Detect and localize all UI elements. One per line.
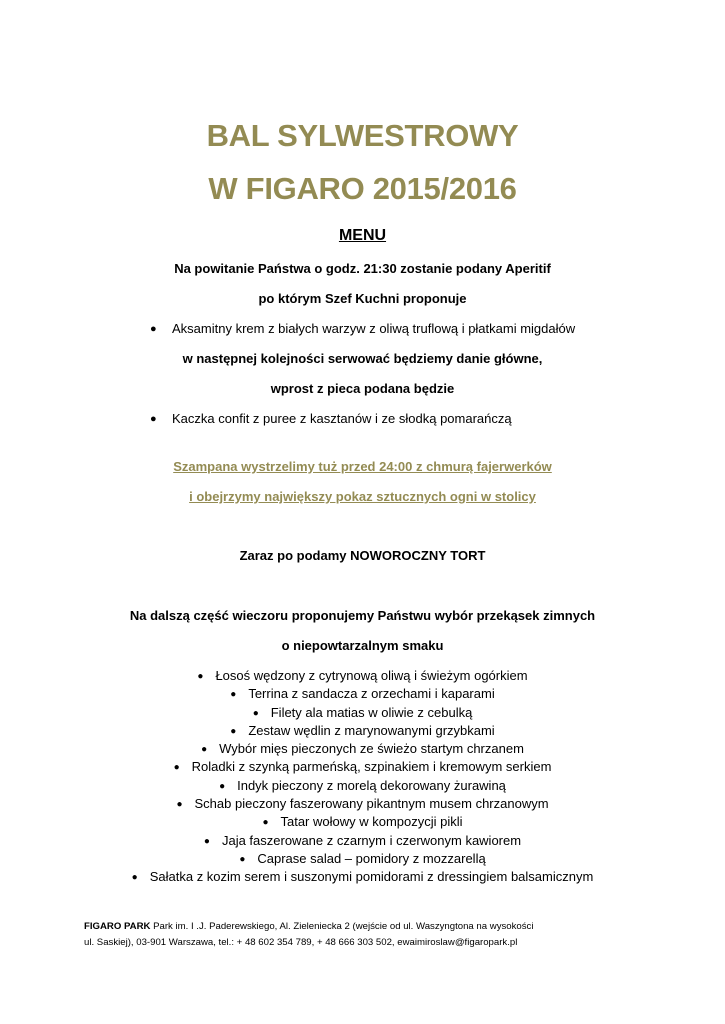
main-course-item bbox=[150, 411, 512, 426]
bullet-icon: ● bbox=[201, 744, 208, 756]
bullet-icon: ● bbox=[150, 323, 157, 335]
list-item bbox=[0, 868, 725, 886]
bullet-icon: ● bbox=[230, 725, 237, 737]
main-course-text: Kaczka confit z puree z kasztanów i ze słodką pomarańczą bbox=[172, 411, 512, 426]
starter-text: Aksamitny krem z białych warzyw z oliwą truflową i płatkami migdałów bbox=[172, 321, 576, 336]
footer-line-2: ul. Saskiej), 03-901 Warszawa, tel.: + 48 602 354 789, + 48 666 303 502, ewaimiroslaw@figaropark.pl bbox=[84, 937, 518, 948]
list-item-text: Indyk pieczony z morelą dekorowany żurawiną bbox=[237, 777, 506, 793]
bullet-icon: ● bbox=[219, 780, 226, 792]
champagne-text-1: Szampana wystrzelimy tuż przed 24:00 z chmurą fajerwerków bbox=[173, 459, 552, 474]
cold-intro-line-2: o niepowtarzalnym smaku bbox=[281, 638, 444, 653]
bullet-icon: ● bbox=[262, 817, 269, 829]
starter-item bbox=[150, 321, 575, 336]
menu-heading: MENU bbox=[338, 227, 387, 244]
list-item bbox=[0, 740, 725, 758]
intro-line-2: po którym Szef Kuchni proponuje bbox=[258, 291, 467, 306]
bullet-icon: ● bbox=[239, 853, 246, 865]
list-item bbox=[0, 685, 725, 703]
bullet-icon: ● bbox=[131, 872, 138, 884]
footer-line-1 bbox=[84, 919, 684, 935]
title-line-1: BAL SYLWESTROWY bbox=[206, 118, 519, 153]
list-item-text: Jaja faszerowane z czarnym i czerwonym kawiorem bbox=[221, 832, 522, 848]
list-item-text: Sałatka z kozim serem i suszonymi pomidorami z dressingiem balsamicznym bbox=[149, 869, 594, 885]
bullet-icon: ● bbox=[197, 671, 204, 682]
main-intro-line-2: wprost z pieca podana będzie bbox=[270, 381, 455, 396]
list-item-text: Wybór mięs pieczonych ze świeżo startym chrzanem bbox=[219, 741, 524, 757]
list-item-text: Caprase salad – pomidory z mozzarellą bbox=[257, 850, 486, 866]
footer-address-text: Park im. I .J. Paderewskiego, Al. Zieleniecka 2 (wejście od ul. Waszyngtona na wysokości bbox=[150, 921, 534, 932]
footer-brand: FIGARO PARK bbox=[84, 921, 151, 932]
list-item bbox=[0, 832, 725, 850]
list-item bbox=[0, 758, 725, 776]
bullet-icon: ● bbox=[150, 413, 157, 425]
list-item-text: Tatar wołowy w kompozycji pikli bbox=[280, 814, 463, 830]
list-item-text: Filety ala matias w oliwie z cebulką bbox=[270, 704, 473, 720]
bullet-icon: ● bbox=[203, 835, 210, 847]
list-item-text: Łosoś wędzony z cytrynową oliwą i świeżym ogórkiem bbox=[215, 668, 528, 683]
cake-line bbox=[0, 548, 725, 563]
bullet-icon: ● bbox=[230, 689, 237, 701]
cake-prefix: Zaraz po podamy bbox=[239, 548, 347, 563]
bullet-icon: ● bbox=[176, 799, 183, 811]
cold-intro-line-1: Na dalszą część wieczoru proponujemy Państwu wybór przekąsek zimnych bbox=[129, 608, 596, 623]
footer-address bbox=[84, 919, 684, 951]
list-item bbox=[0, 667, 725, 685]
list-item bbox=[0, 777, 725, 795]
main-intro-line-1: w następnej kolejności serwować będziemy danie główne, bbox=[182, 351, 543, 366]
list-item bbox=[0, 850, 725, 868]
bullet-icon: ● bbox=[173, 762, 180, 774]
champagne-line-1 bbox=[0, 459, 725, 474]
intro-line-1: Na powitanie Państwa o godz. 21:30 zostanie podany Aperitif bbox=[174, 261, 551, 276]
list-item bbox=[0, 722, 725, 740]
cold-appetizers-list bbox=[0, 667, 725, 887]
list-item bbox=[0, 795, 725, 813]
list-item-text: Schab pieczony faszerowany pikantnym musem chrzanowym bbox=[194, 796, 549, 812]
bullet-icon: ● bbox=[252, 707, 259, 719]
list-item-text: Terrina z sandacza z orzechami i kaparami bbox=[248, 686, 495, 702]
list-item-text: Roladki z szynką parmeńską, szpinakiem i kremowym serkiem bbox=[191, 759, 552, 775]
list-item bbox=[0, 704, 725, 722]
title-line-2: W FIGARO 2015/2016 bbox=[208, 171, 517, 206]
list-item-text: Zestaw wędlin z marynowanymi grzybkami bbox=[248, 722, 495, 738]
list-item bbox=[0, 813, 725, 831]
champagne-line-2 bbox=[0, 489, 725, 504]
cake-name: NOWOROCZNY TORT bbox=[350, 548, 486, 563]
champagne-text-2: i obejrzymy największy pokaz sztucznych ogni w stolicy bbox=[189, 489, 536, 504]
